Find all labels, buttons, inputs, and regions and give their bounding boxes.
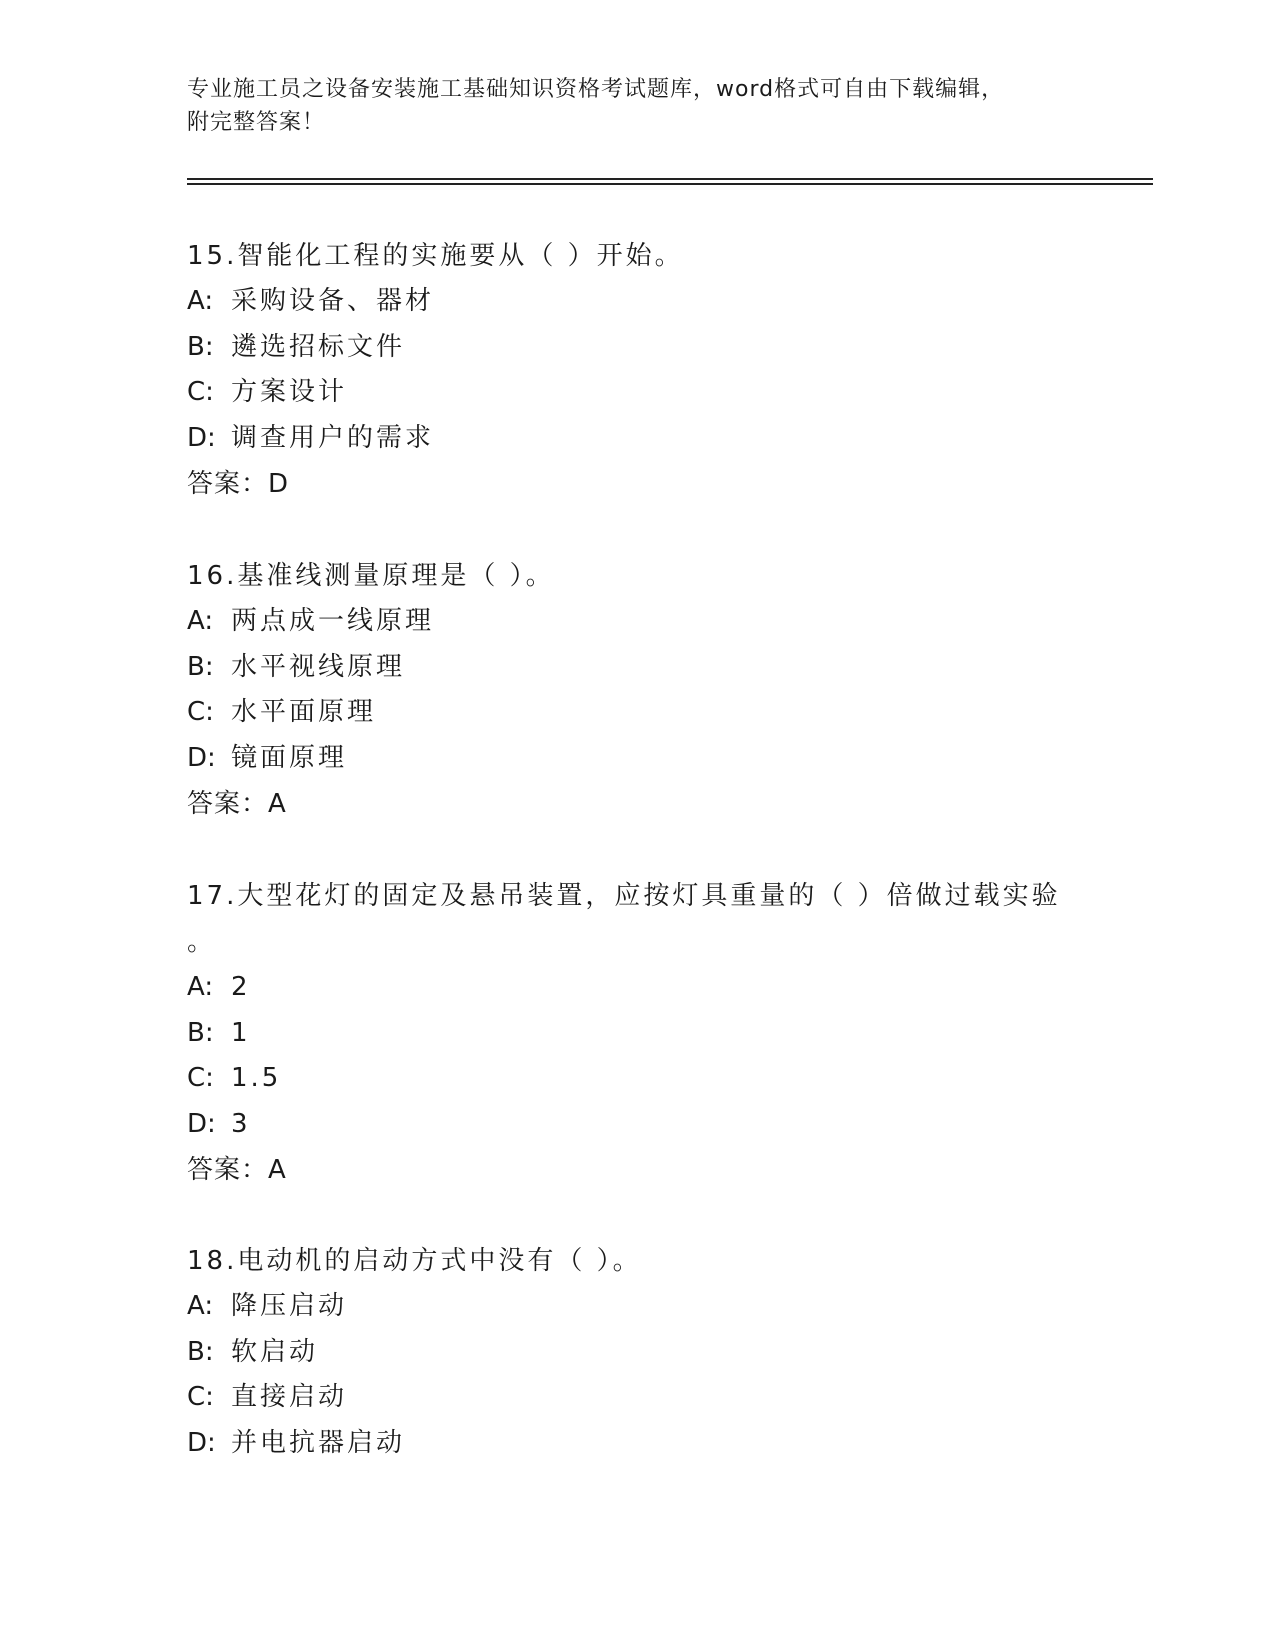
option-c (187, 1375, 1087, 1421)
question-stem-continuation: 。 (187, 927, 217, 957)
option-a (187, 599, 1087, 645)
question-18 (187, 1238, 1087, 1466)
option-key: A: (187, 972, 214, 1002)
answer-value: D (268, 469, 289, 499)
option-text: 两点成一线原理 (231, 606, 435, 636)
option-key: A: (187, 286, 214, 316)
option-a (187, 965, 1087, 1011)
option-key: B: (187, 1336, 214, 1367)
document-header (187, 73, 1087, 139)
option-text: 调查用户的需求 (231, 422, 435, 453)
option-c (187, 1056, 1087, 1102)
option-key: C: (187, 377, 214, 407)
option-b (187, 1330, 1087, 1376)
question-15 (187, 233, 1087, 507)
option-text: 采购设备、器材 (231, 286, 435, 316)
option-key: A: (187, 606, 214, 636)
question-16 (187, 553, 1087, 827)
option-key: D: (187, 742, 216, 773)
option-text: 并电抗器启动 (231, 1427, 406, 1458)
option-key: D: (187, 1108, 216, 1139)
option-text: 2 (231, 972, 251, 1002)
option-text: 镜面原理 (231, 742, 348, 773)
question-stem: 16.基准线测量原理是（ ）。 (187, 561, 555, 591)
option-a (187, 1284, 1087, 1330)
answer-line (187, 1147, 1087, 1193)
option-b (187, 1011, 1087, 1057)
option-text: 遴选招标文件 (231, 331, 406, 362)
option-b (187, 645, 1087, 691)
option-key: D: (187, 422, 216, 453)
answer-label: 答案： (187, 469, 269, 499)
option-d (187, 416, 1087, 462)
option-text: 软启动 (231, 1336, 319, 1367)
option-text: 1 (231, 1017, 251, 1048)
answer-value: A (268, 1155, 286, 1185)
option-key: A: (187, 1291, 214, 1321)
question-stem: 18.电动机的启动方式中没有（ ）。 (187, 1246, 642, 1276)
answer-line (187, 781, 1087, 827)
option-text: 水平面原理 (231, 697, 377, 727)
option-d (187, 736, 1087, 782)
question-17 (187, 873, 1087, 1193)
option-text: 水平视线原理 (231, 651, 406, 682)
option-text: 直接启动 (231, 1382, 348, 1412)
option-d (187, 1102, 1087, 1148)
option-text: 方案设计 (231, 377, 348, 407)
option-key: B: (187, 1017, 214, 1048)
option-d (187, 1421, 1087, 1467)
option-key: B: (187, 651, 214, 682)
option-key: C: (187, 697, 214, 727)
option-key: B: (187, 331, 214, 362)
option-text: 3 (231, 1108, 251, 1139)
option-a (187, 279, 1087, 325)
option-text: 降压启动 (231, 1291, 348, 1321)
option-key: D: (187, 1427, 216, 1458)
question-stem: 15.智能化工程的实施要从（ ）开始。 (187, 241, 684, 271)
answer-label: 答案： (187, 789, 269, 819)
header-line-1: 专业施工员之设备安装施工基础知识资格考试题库，word格式可自由下载编辑， (187, 77, 1005, 102)
option-key: C: (187, 1063, 214, 1093)
option-b (187, 325, 1087, 371)
option-c (187, 370, 1087, 416)
header-line-2: 附完整答案！ (187, 110, 326, 135)
header-divider-top (187, 178, 1153, 180)
option-text: 1.5 (231, 1063, 282, 1093)
option-c (187, 690, 1087, 736)
header-divider-bottom (187, 183, 1153, 185)
option-key: C: (187, 1382, 214, 1412)
answer-line (187, 461, 1087, 507)
question-stem: 17.大型花灯的固定及悬吊装置，应按灯具重量的（ ）倍做过载实验 (187, 881, 1061, 911)
answer-value: A (268, 789, 286, 819)
answer-label: 答案： (187, 1155, 269, 1185)
